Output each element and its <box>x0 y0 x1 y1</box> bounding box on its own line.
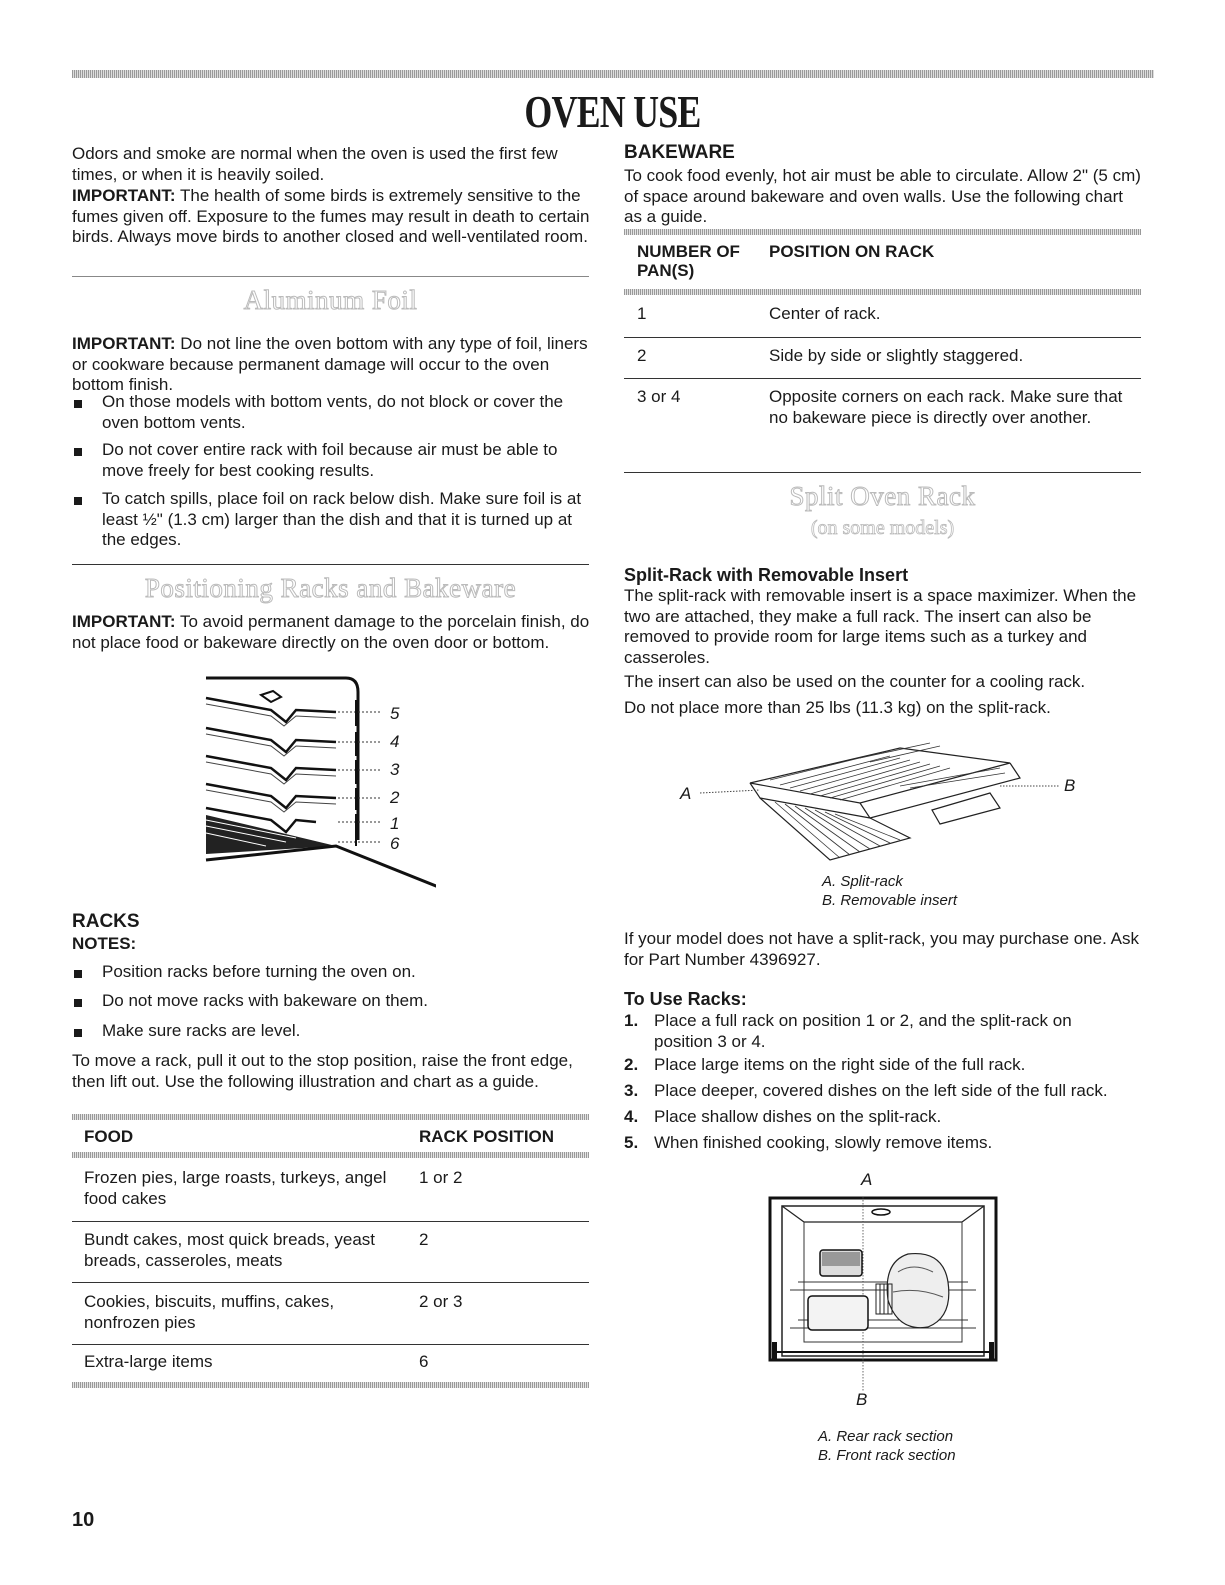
bakeware-heading: BAKEWARE <box>624 142 735 163</box>
rack-note: Position racks before turning the oven on. <box>102 962 416 981</box>
row-divider <box>624 378 1141 379</box>
row-divider <box>72 1344 589 1345</box>
row-divider <box>624 472 1141 473</box>
rack-instruction: To move a rack, pull it out to the stop position, raise the front edge, then lift out. Use the following illustration and chart as a guide. <box>72 1051 573 1091</box>
important-text: To avoid permanent damage to the porcelain finish, do not place food or bakeware directly on the oven door or bottom. <box>72 612 590 652</box>
rack-label-2: 2 <box>390 788 400 807</box>
table-header-pans: NUMBER OF PAN(S) <box>637 242 740 280</box>
row-divider <box>72 1282 589 1283</box>
to-use-racks-heading: To Use Racks: <box>624 989 747 1009</box>
step-number: 3. <box>624 1081 639 1100</box>
divider <box>72 276 589 277</box>
foil-important <box>72 334 592 396</box>
split-rack-subheading: (on some models) <box>810 517 955 539</box>
step-number: 4. <box>624 1107 639 1126</box>
pans-cell: 1 <box>637 304 647 323</box>
positioning-heading: Positioning Racks and Bakeware <box>144 573 517 603</box>
bullet-icon <box>74 400 82 408</box>
important-label: IMPORTANT: <box>72 334 176 353</box>
bullet-icon <box>74 448 82 456</box>
racks-heading: RACKS <box>72 911 140 932</box>
important-label: IMPORTANT: <box>72 612 176 631</box>
caption-rear-rack: A. Rear rack section <box>818 1428 954 1445</box>
pans-cell: 3 or 4 <box>637 387 681 406</box>
top-rule <box>72 70 1154 78</box>
position-cell: 2 or 3 <box>419 1292 463 1311</box>
oven-label-a: A <box>861 1170 873 1189</box>
split-rack-subtitle: Split-Rack with Removable Insert <box>624 565 909 585</box>
food-cell: Bundt cakes, most quick breads, yeast breads, casseroles, meats <box>84 1230 376 1270</box>
step-text: Place deeper, covered dishes on the left side of the full rack. <box>654 1081 1108 1100</box>
table-rule <box>72 1152 589 1158</box>
split-rack-p3: Do not place more than 25 lbs (11.3 kg) on the split-rack. <box>624 698 1051 717</box>
divider <box>72 564 589 565</box>
table-header-food: FOOD <box>84 1127 134 1146</box>
rack-label-5: 5 <box>390 704 400 723</box>
foil-bullet: On those models with bottom vents, do not block or cover the oven bottom vents. <box>102 392 564 432</box>
notes-label: NOTES: <box>72 934 137 953</box>
rack-label-4: 4 <box>390 732 400 751</box>
rack-label-6: 6 <box>390 834 400 853</box>
page-number: 10 <box>72 1509 95 1531</box>
rack-label-3: 3 <box>390 760 400 779</box>
foil-bullet: Do not cover entire rack with foil because air must be able to move freely for best cooking results. <box>102 440 558 480</box>
step-text: Place a full rack on position 1 or 2, and the split-rack on position 3 or 4. <box>654 1011 1072 1051</box>
row-divider <box>624 337 1141 338</box>
position-cell: 6 <box>419 1352 429 1371</box>
split-rack-p1: The split-rack with removable insert is a space maximizer. When the two are attached, they make a full rack. The insert can also be removed to provide room for large items such as a turkey and casseroles. <box>624 586 1137 667</box>
oven-interior-illustration <box>768 1192 1000 1392</box>
table-header-rack-position: RACK POSITION <box>419 1127 555 1146</box>
bullet-icon <box>74 970 82 978</box>
table-rule <box>72 1114 589 1120</box>
caption-split-rack: A. Split-rack <box>822 873 903 890</box>
food-cell: Cookies, biscuits, muffins, cakes, nonfrozen pies <box>84 1292 335 1332</box>
position-cell: Opposite corners on each rack. Make sure that no bakeware piece is directly over another. <box>769 387 1123 427</box>
food-cell: Extra-large items <box>84 1352 213 1371</box>
oven-label-b: B <box>856 1390 868 1409</box>
rack-label-1: 1 <box>390 814 400 833</box>
intro-paragraph: Odors and smoke are normal when the oven is used the first few times, or when it is heavily soiled. <box>72 144 558 184</box>
table-rule <box>624 289 1141 295</box>
table-header-position: POSITION ON RACK <box>769 242 935 261</box>
step-number: 2. <box>624 1055 639 1074</box>
caption-removable-insert: B. Removable insert <box>822 892 958 909</box>
step-text: Place shallow dishes on the split-rack. <box>654 1107 942 1126</box>
bullet-icon <box>74 1029 82 1037</box>
step-number: 1. <box>624 1011 639 1030</box>
position-cell: Center of rack. <box>769 304 881 323</box>
position-cell: Side by side or slightly staggered. <box>769 346 1024 365</box>
foil-bullet: To catch spills, place foil on rack below dish. Make sure foil is at least ½" (1.3 cm) larger than the dish and that it is turned up at the edges. <box>102 489 582 549</box>
step-text: Place large items on the right side of the full rack. <box>654 1055 1026 1074</box>
bullet-icon <box>74 497 82 505</box>
position-cell: 1 or 2 <box>419 1168 463 1187</box>
step-number: 5. <box>624 1133 639 1152</box>
rack-note: Make sure racks are level. <box>102 1021 301 1040</box>
positioning-important <box>72 612 592 653</box>
split-rack-label-b: B <box>1064 776 1076 795</box>
split-rack-heading: Split Oven Rack <box>789 481 976 511</box>
table-rule <box>624 229 1141 235</box>
important-label: IMPORTANT: <box>72 186 176 205</box>
important-text: Do not line the oven bottom with any type of foil, liners or cookware because permanent damage will occur to the oven bottom finish. <box>72 334 588 394</box>
page-title: OVEN USE <box>524 86 701 137</box>
caption-front-rack: B. Front rack section <box>818 1447 956 1464</box>
bullet-icon <box>74 999 82 1007</box>
purchase-text: If your model does not have a split-rack, you may purchase one. Ask for Part Number 4396927. <box>624 929 1139 969</box>
split-rack-label-a: A <box>680 784 692 803</box>
split-rack-illustration <box>700 728 1070 868</box>
intro-important <box>72 186 592 248</box>
step-text: When finished cooking, slowly remove items. <box>654 1133 993 1152</box>
table-rule <box>72 1382 589 1388</box>
position-cell: 2 <box>419 1230 429 1249</box>
row-divider <box>72 1221 589 1222</box>
bakeware-text: To cook food evenly, hot air must be able to circulate. Allow 2" (5 cm) of space around bakeware and oven walls. Use the following chart as a guide. <box>624 166 1141 226</box>
important-text: The health of some birds is extremely sensitive to the fumes given off. Exposure to the fumes may result in death to certain birds. Always move birds to another closed and well-ventilated room. <box>72 186 590 246</box>
rack-note: Do not move racks with bakeware on them. <box>102 991 428 1010</box>
split-rack-p2: The insert can also be used on the counter for a cooling rack. <box>624 672 1086 691</box>
aluminum-foil-heading: Aluminum Foil <box>243 285 418 315</box>
pans-cell: 2 <box>637 346 647 365</box>
food-cell: Frozen pies, large roasts, turkeys, angel food cakes <box>84 1168 387 1208</box>
rack-positions-illustration <box>196 670 436 895</box>
